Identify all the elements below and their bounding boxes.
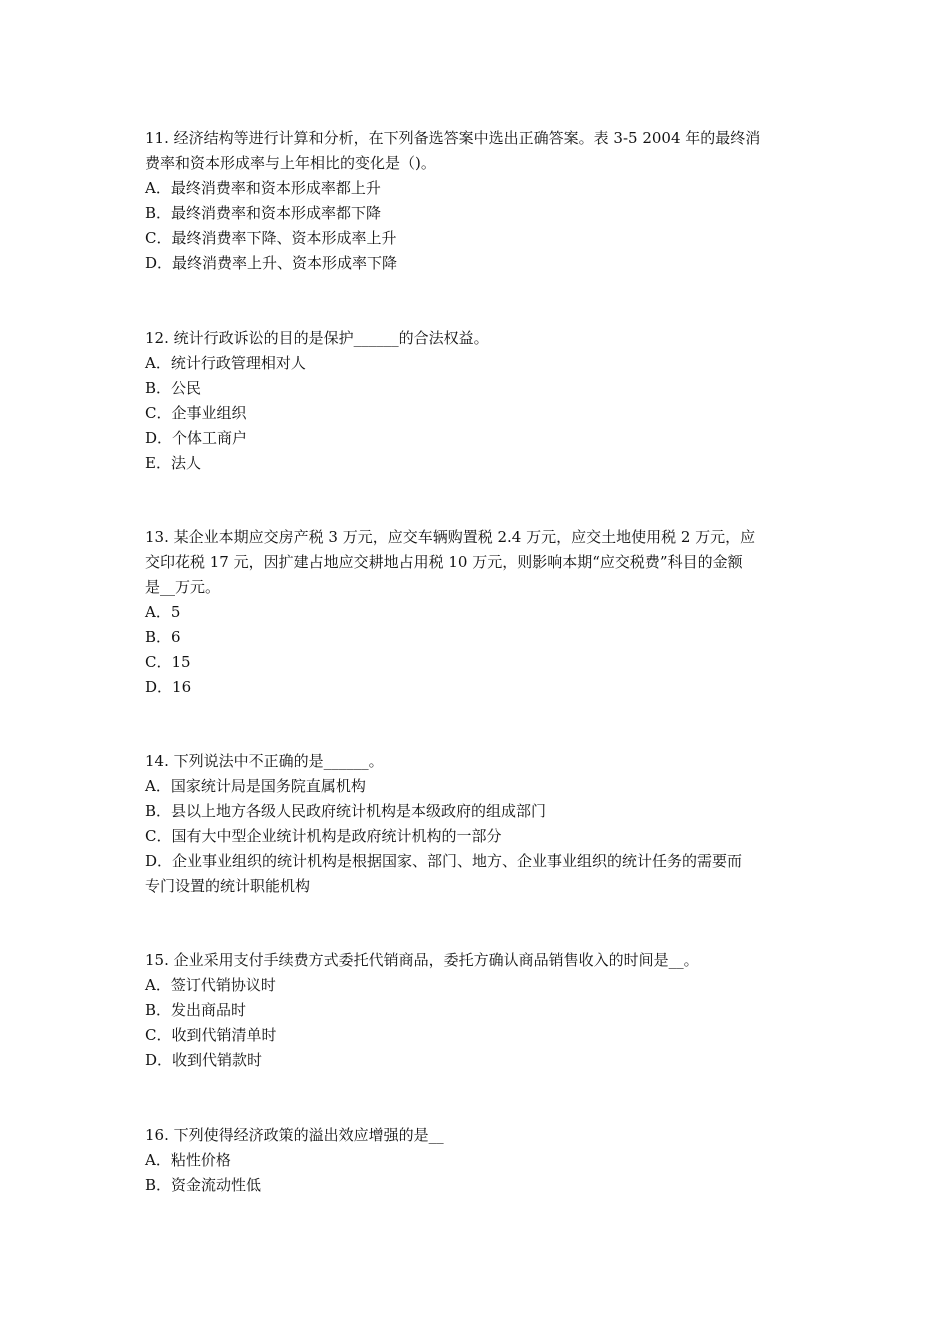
answer-option-c: C．最终消费率下降、资本形成率上升 bbox=[145, 229, 397, 247]
answer-option-a: A．国家统计局是国务院直属机构 bbox=[145, 777, 366, 795]
question-13 bbox=[145, 525, 815, 700]
answer-option-d: D．个体工商户 bbox=[145, 429, 248, 447]
question-stem-line: 15. 企业采用支付手续费方式委托代销商品，委托方确认商品销售收入的时间是__。 bbox=[145, 951, 699, 969]
question-stem-line: 11. 经济结构等进行计算和分析，在下列备选答案中选出正确答案。表 3-5 2004 年的最终消 bbox=[145, 129, 761, 147]
answer-option-b: B．公民 bbox=[145, 379, 202, 397]
answer-option-d: D．16 bbox=[145, 678, 192, 696]
question-16 bbox=[145, 1123, 815, 1198]
answer-option-b: B．最终消费率和资本形成率都下降 bbox=[145, 204, 382, 222]
answer-option-a: A．统计行政管理相对人 bbox=[145, 354, 306, 372]
question-stem-line: 12. 统计行政诉讼的目的是保护______的合法权益。 bbox=[145, 329, 489, 347]
answer-option-d: D．收到代销款时 bbox=[145, 1051, 263, 1069]
answer-option-c: C．收到代销清单时 bbox=[145, 1026, 277, 1044]
question-15 bbox=[145, 948, 815, 1073]
answer-option-c: C．企事业组织 bbox=[145, 404, 247, 422]
answer-option-a: A．签订代销协议时 bbox=[145, 976, 276, 994]
question-12 bbox=[145, 326, 815, 476]
answer-option-a: A．最终消费率和资本形成率都上升 bbox=[145, 179, 381, 197]
question-stem-line: 交印花税 17 元，因扩建占地应交耕地占用税 10 万元，则影响本期“应交税费”科目的金额 bbox=[145, 553, 743, 571]
answer-option-c: C．15 bbox=[145, 653, 191, 671]
answer-option-b: B．发出商品时 bbox=[145, 1001, 247, 1019]
question-stem-line: 14. 下列说法中不正确的是______。 bbox=[145, 752, 384, 770]
question-stem-line: 费率和资本形成率与上年相比的变化是（)。 bbox=[145, 154, 436, 172]
question-14 bbox=[145, 749, 815, 899]
answer-option-b: B．6 bbox=[145, 628, 181, 646]
answer-option-b: B．县以上地方各级人民政府统计机构是本级政府的组成部门 bbox=[145, 802, 547, 820]
answer-option-d: D．最终消费率上升、资本形成率下降 bbox=[145, 254, 398, 272]
question-stem-line: 13. 某企业本期应交房产税 3 万元，应交车辆购置税 2.4 万元，应交土地使用税 2 万元，应 bbox=[145, 528, 756, 546]
question-stem-line: 是__万元。 bbox=[145, 578, 221, 596]
answer-option-d-continuation: 专门设置的统计职能机构 bbox=[145, 877, 311, 895]
answer-option-d: D．企业事业组织的统计机构是根据国家、部门、地方、企业事业组织的统计任务的需要而 bbox=[145, 852, 743, 870]
answer-option-e: E．法人 bbox=[145, 454, 201, 472]
question-11 bbox=[145, 126, 815, 276]
answer-option-c: C．国有大中型企业统计机构是政府统计机构的一部分 bbox=[145, 827, 502, 845]
answer-option-a: A．粘性价格 bbox=[145, 1151, 231, 1169]
answer-option-b: B．资金流动性低 bbox=[145, 1176, 262, 1194]
answer-option-a: A．5 bbox=[145, 603, 181, 621]
question-stem-line: 16. 下列使得经济政策的溢出效应增强的是__ bbox=[145, 1126, 444, 1144]
